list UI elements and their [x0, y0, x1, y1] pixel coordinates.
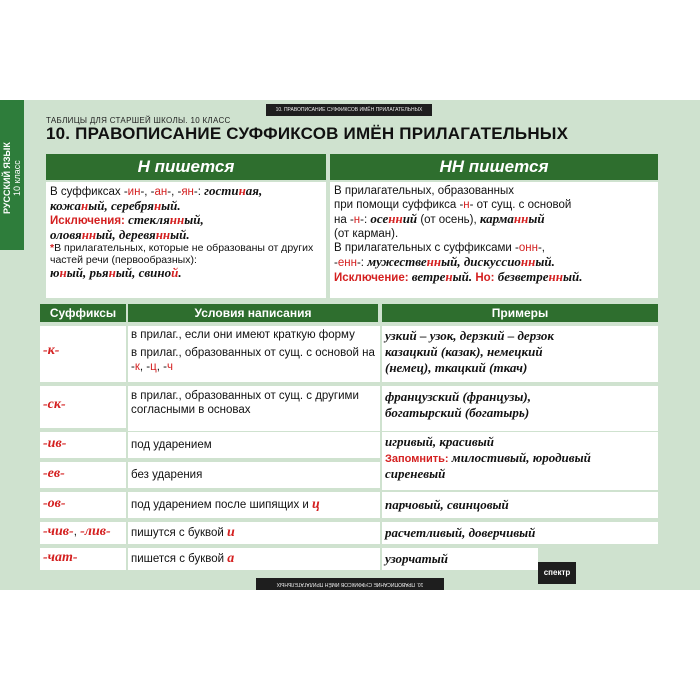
right-header: НН пишется	[330, 154, 658, 180]
table-row-suffix: -к-	[40, 326, 126, 382]
table-row-condition: пишется с буквой а	[128, 548, 380, 570]
left-primary-examples: юный, рьяный, свиной.	[50, 265, 182, 280]
table-row-suffix: -ив-	[40, 432, 126, 458]
left-rule-examples: кожаный, серебряный.	[50, 198, 181, 213]
column-header-conditions: Условия написания	[128, 304, 378, 322]
table-row-examples: узкий – узок, дерзкий – дерзок казацкий (казак), немецкий (немец), ткацкий (ткач)	[382, 326, 658, 382]
sidebar-label	[2, 108, 22, 248]
series-label: ТАБЛИЦЫ ДЛЯ СТАРШЕЙ ШКОЛЫ. 10 КЛАСС	[46, 116, 231, 125]
table-row-examples: игривый, красивый Запомнить: милостивый, юродивый сиреневый	[382, 432, 658, 490]
left-note: *В прилагательных, которые не образованы от других частей речи (первообразных):	[50, 242, 314, 266]
table-row-suffix: -чат-	[40, 548, 126, 570]
right-rule-line2: при помощи суффикса -н- от сущ. с основой	[334, 199, 572, 211]
left-exceptions-2: оловянный, деревянный.	[50, 227, 190, 242]
table-row-condition: под ударением	[128, 432, 380, 458]
right-rule-box	[330, 182, 658, 298]
table-row-condition: под ударением после шипящих и ц	[128, 492, 380, 518]
table-row-examples: французский (французы), богатырский (богатырь)	[382, 386, 658, 431]
table-row-condition: пишутся с буквой и	[128, 522, 380, 544]
publisher-logo: спектр	[538, 562, 576, 584]
subject-label: РУССКИЙ ЯЗЫК	[2, 142, 12, 214]
column-header-suffixes: Суффиксы	[40, 304, 126, 322]
right-exception: Исключение: ветреный. Но: безветренный.	[334, 269, 583, 284]
page-title: 10. ПРАВОПИСАНИЕ СУФФИКСОВ ИМЁН ПРИЛАГАТЕЛЬНЫХ	[46, 124, 569, 143]
left-rule-box	[46, 182, 326, 298]
top-tab: 10. ПРАВОПИСАНИЕ СУФФИКСОВ ИМЁН ПРИЛАГАТЕЛЬНЫХ	[266, 104, 432, 116]
table-row-suffix: -ск-	[40, 386, 126, 428]
table-row-condition: в прилаг., если они имеют краткую форму в прилаг., образованных от сущ. с основой на -к, -ц, -ч	[128, 326, 380, 382]
table-row-suffix: -чив-, -лив-	[40, 522, 126, 544]
table-row-condition: в прилаг., образованных от сущ. с другими согласными в основах	[128, 386, 380, 431]
table-row-examples: узорчатый	[382, 548, 538, 570]
table-row-examples: парчовый, свинцовый	[382, 492, 658, 518]
left-rule-line1: В суффиксах -ин-, -ан-, -ян-: гостиная,	[50, 183, 263, 198]
left-header: Н пишется	[46, 154, 326, 180]
table-row-examples: расчетливый, доверчивый	[382, 522, 658, 544]
column-header-examples: Примеры	[382, 304, 658, 322]
table-row-suffix: -ов-	[40, 492, 126, 518]
right-rule-line5: В прилагательных с суффиксами -онн-,	[334, 242, 545, 254]
publisher-credits	[580, 562, 692, 586]
right-rule-line6: -енн-: мужественный, дискуссионный.	[334, 254, 555, 269]
right-rule-line3: на -н-: осенний (от осень), карманный	[334, 211, 545, 226]
bottom-tab: 10. ПРАВОПИСАНИЕ СУФФИКСОВ ИМЁН ПРИЛАГАТЕЛЬНЫХ	[256, 578, 444, 590]
grade-label: 10 класс	[12, 160, 22, 196]
table-row-suffix: -ев-	[40, 462, 126, 488]
left-exceptions: Исключения: стеклянный,	[50, 212, 204, 227]
right-rule-line1: В прилагательных, образованных	[334, 185, 514, 197]
right-rule-line4: (от карман).	[334, 228, 399, 240]
table-row-condition: без ударения	[128, 462, 380, 488]
